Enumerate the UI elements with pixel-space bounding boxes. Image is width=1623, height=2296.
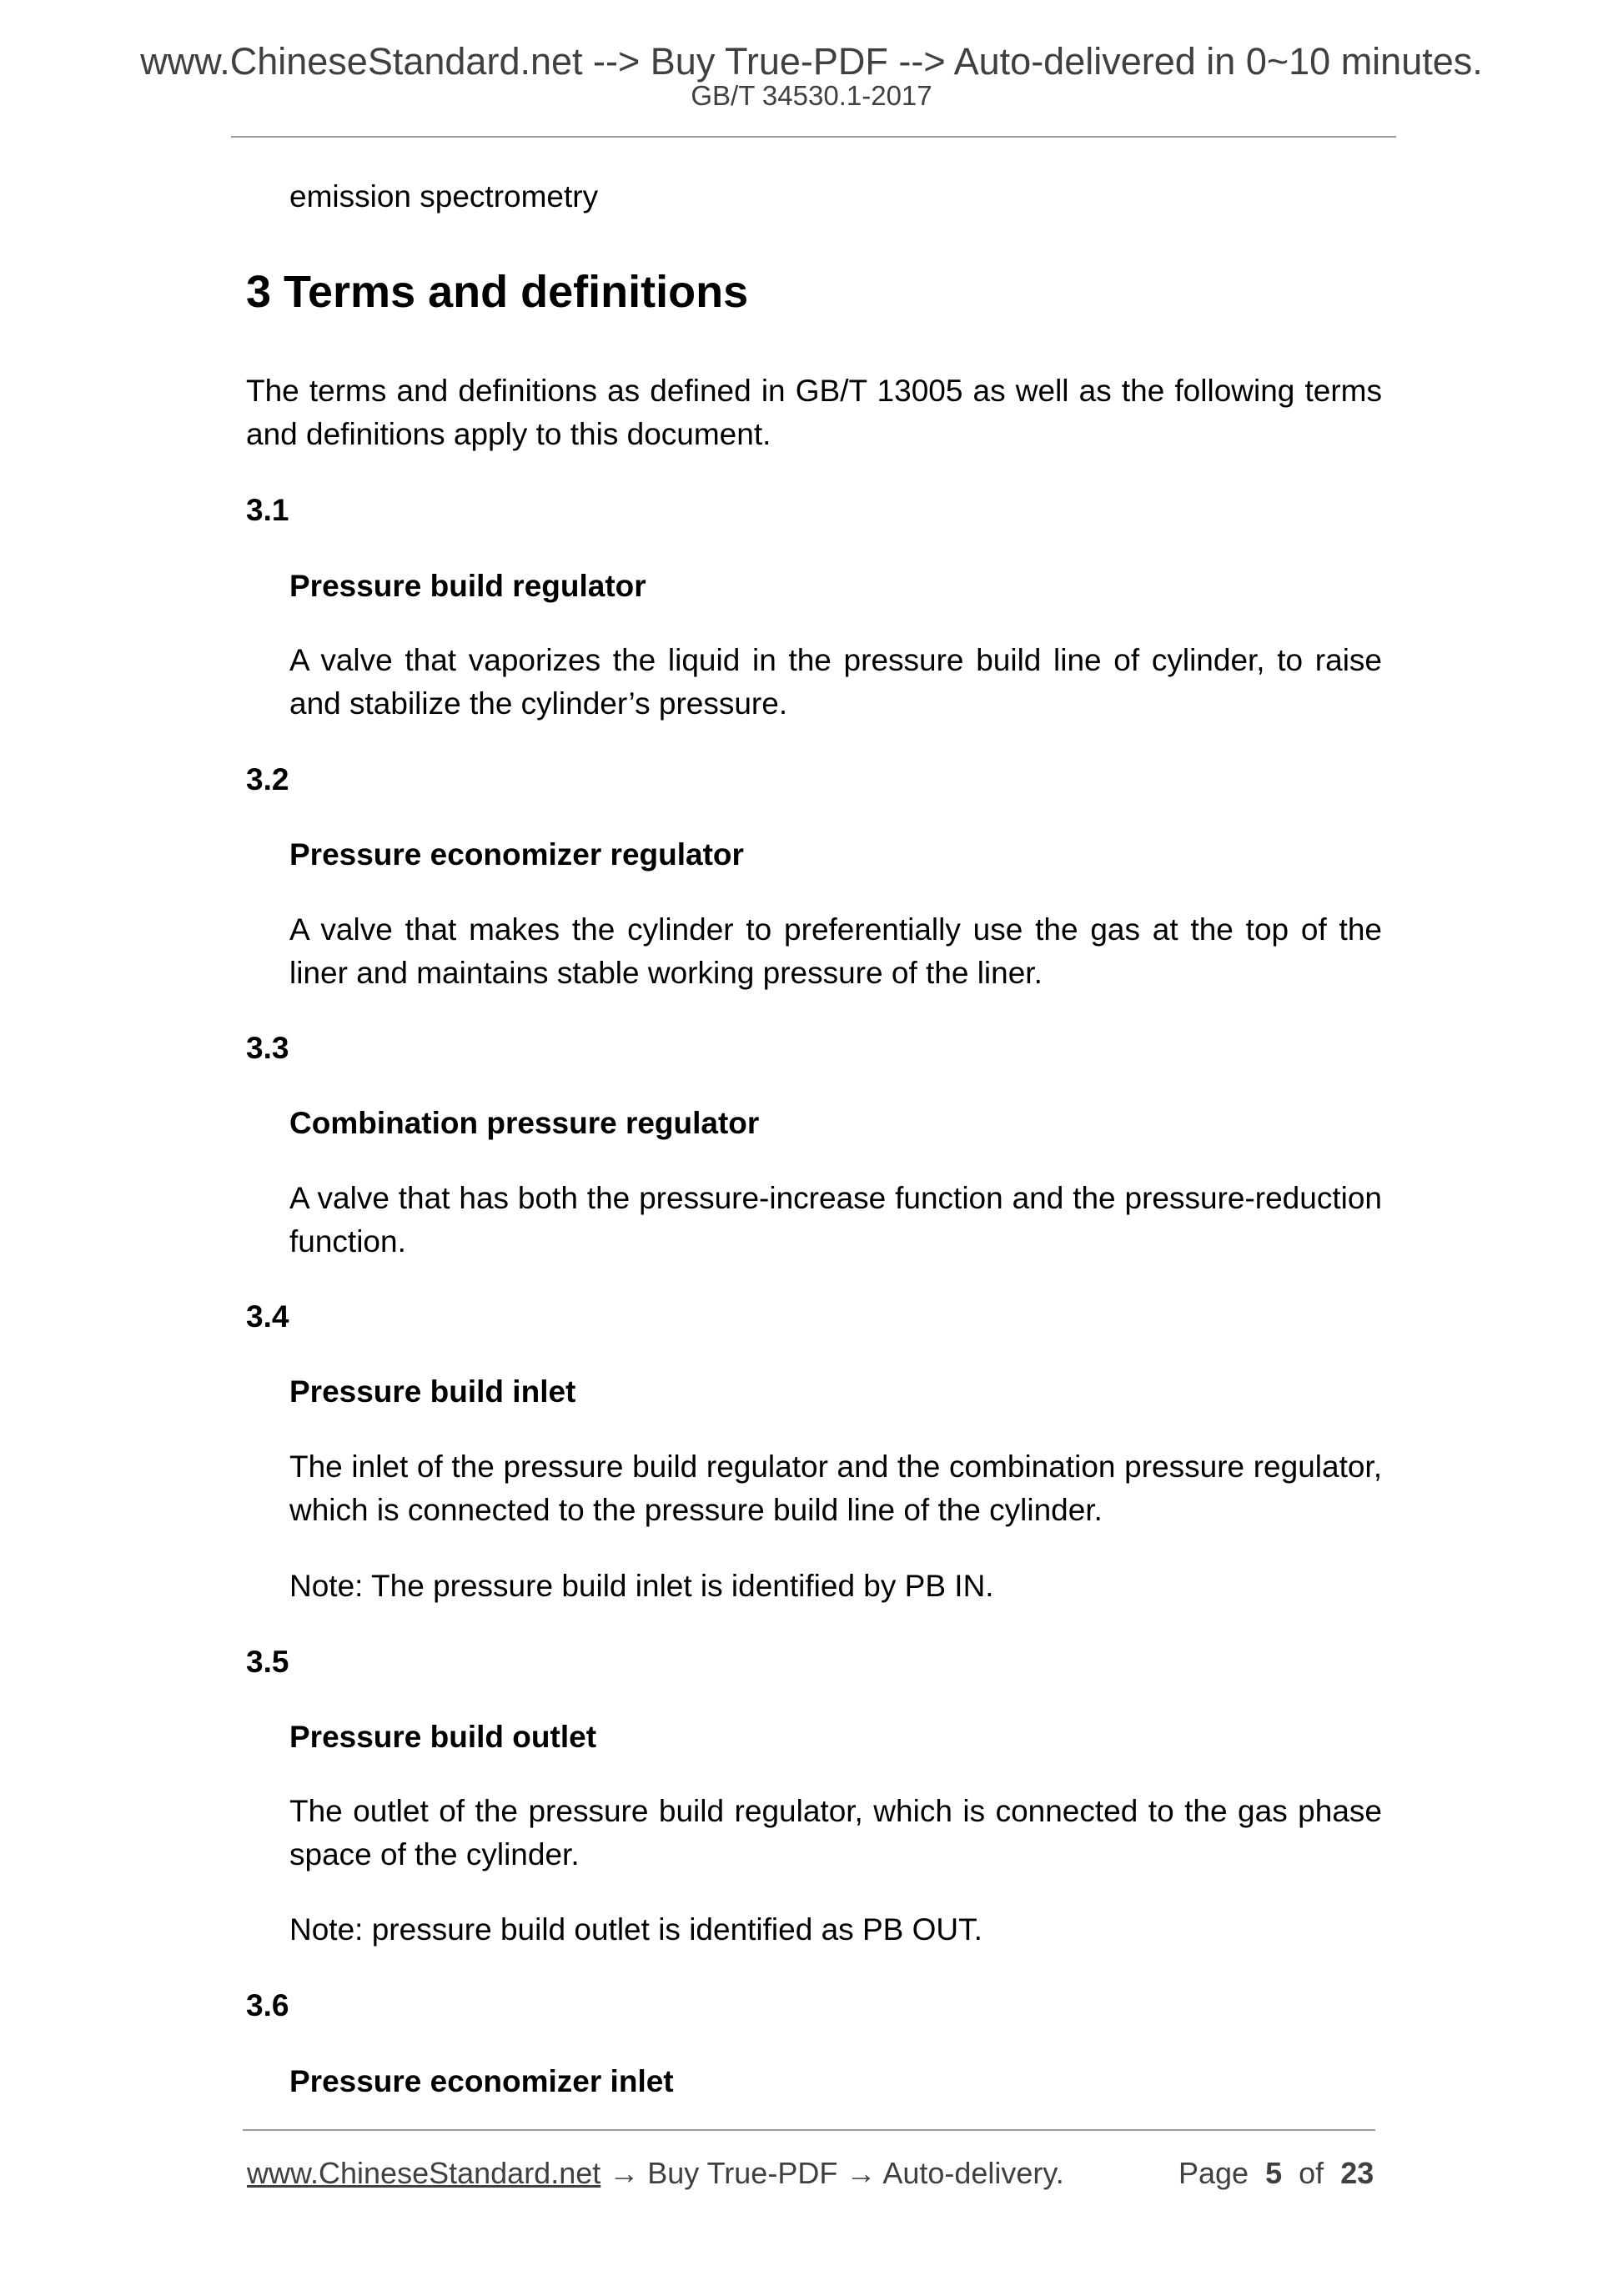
term-title: Combination pressure regulator [289, 1106, 760, 1140]
term-number: 3.3 [246, 1031, 289, 1065]
document-id: GB/T 34530.1-2017 [691, 80, 932, 111]
page-total: 23 [1340, 2156, 1374, 2190]
term-title: Pressure economizer inlet [289, 2064, 674, 2098]
term-title: Pressure build outlet [289, 1720, 597, 1754]
page-label: Page [1178, 2156, 1249, 2190]
term-number: 3.1 [246, 493, 289, 527]
footer-promo [247, 2153, 1064, 2193]
carryover-text: emission spectrometry [289, 179, 599, 214]
footer-promo-text: → Buy True-PDF → Auto-delivery. [600, 2156, 1064, 2190]
term-note: Note: pressure build outlet is identified as PB OUT. [289, 1912, 982, 1947]
header-banner: www.ChineseStandard.net --> Buy True-PDF --> Auto-delivered in 0~10 minutes. [140, 40, 1483, 83]
term-note: Note: The pressure build inlet is identified by PB IN. [289, 1569, 994, 1603]
footer-site-link[interactable]: www.ChineseStandard.net [247, 2156, 601, 2190]
term-title: Pressure build inlet [289, 1374, 576, 1409]
section-heading: 3 Terms and definitions [246, 267, 749, 317]
term-definition: The inlet of the pressure build regulator and the combination pressure regulator, which is connected to the pressure build line of the cylinder. [289, 1449, 1382, 1527]
term-definition: A valve that makes the cylinder to preferentially use the gas at the top of the liner and maintains stable working pressure of the liner. [289, 912, 1382, 990]
intro-paragraph: The terms and definitions as defined in GB/T 13005 as well as the following terms and definitions apply to this document. [246, 374, 1382, 451]
page-of: of [1299, 2156, 1324, 2190]
term-number: 3.6 [246, 1988, 289, 2022]
footer-divider [243, 2129, 1375, 2131]
term-definition: A valve that has both the pressure-increase function and the pressure-reduction function. [289, 1181, 1382, 1259]
page-current: 5 [1265, 2156, 1283, 2190]
term-title: Pressure build regulator [289, 569, 646, 603]
term-definition: The outlet of the pressure build regulator, which is connected to the gas phase space of the cylinder. [289, 1794, 1382, 1871]
term-number: 3.2 [246, 762, 289, 796]
page-indicator [1178, 2153, 1374, 2193]
term-definition: A valve that vaporizes the liquid in the pressure build line of cylinder, to raise and stabilize the cylinder’s pressure. [289, 643, 1382, 721]
term-number: 3.4 [246, 1299, 289, 1334]
header-divider [231, 136, 1396, 138]
term-number: 3.5 [246, 1645, 289, 1679]
term-title: Pressure economizer regulator [289, 837, 744, 872]
